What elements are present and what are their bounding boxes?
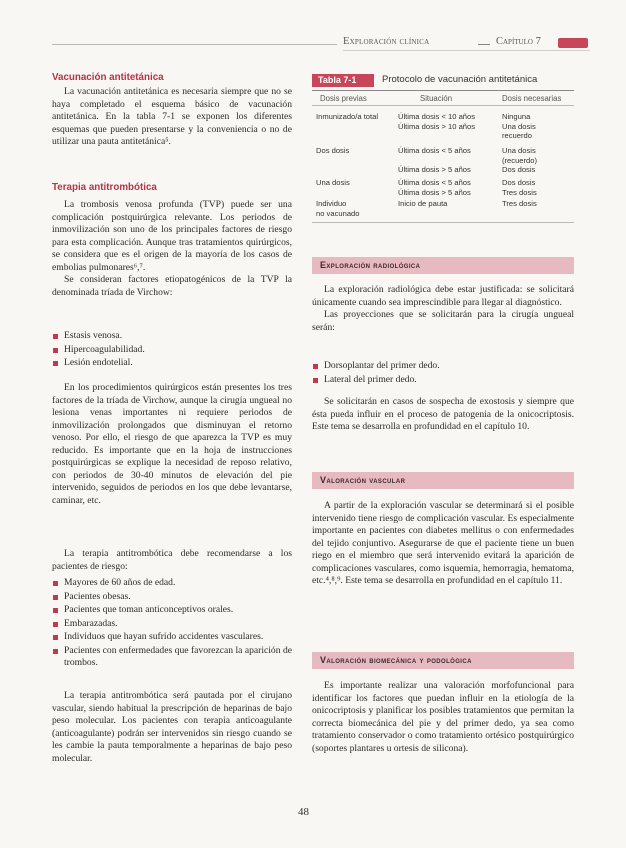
list-item: Embarazadas. (52, 618, 292, 631)
table-cell: Inicio de pauta (398, 199, 448, 208)
paragraph-vascular (312, 500, 574, 588)
header-chapter-tab (558, 38, 588, 48)
list-item: Lateral del primer dedo. (312, 374, 574, 387)
list-item: Pacientes obesas. (52, 591, 292, 604)
table-title: Protocolo de vacunación antitetánica (382, 74, 538, 85)
table-cell: Dos dosis Tres dosis (502, 178, 537, 197)
header-rule-left (52, 44, 337, 45)
table-cell: Última dosis < 5 años Última dosis > 5 años (398, 146, 471, 175)
header-separator (478, 44, 490, 45)
table-rule-head (312, 105, 574, 106)
table-cell: Tres dosis (502, 199, 537, 208)
paragraph-terapia-4 (52, 548, 292, 573)
section-bar-radiologica (312, 257, 574, 274)
table-rule-top (312, 90, 574, 91)
table-header-situacion: Situación (420, 94, 453, 103)
section-title-radiologica: Exploración radiológica (320, 260, 421, 270)
paragraph-terapia-3 (52, 382, 292, 507)
table-tag: Tabla 7-1 (312, 74, 374, 87)
text-vacunacion: La vacunación antitetánica es necesaria siempre que no se haya completado el esquema básico de vacunación antitetánica. En la tabla 7-1 se exponen los diferentes esquemas que pueden presentarse y la conveniencia o no de utilizar una pauta antitetánica⁵. (52, 86, 292, 147)
text-vascular: A partir de la exploración vascular se determinará si el posible intervenido tiene riesgo de complicación vascular. Es especialmente importante en pacientes con diabetes mellitus o con enfermedades del tejido conjuntivo. Asegurarse de que el paciente tiene un buen riego en el miembro que será intervenido evitará la aparición de complicaciones vasculares, como isquemia, hemorragia, hematoma, etc.⁴,⁸,⁹. Este tema se desarrolla en profundidad en el capítulo 11. (312, 500, 574, 586)
list-item: Dorsoplantar del primer dedo. (312, 360, 574, 373)
text-radiologica-2: Las proyecciones que se solicitarán para la cirugía ungueal serán: (312, 309, 574, 333)
paragraph-radiologica-1 (312, 284, 574, 334)
text-terapia-3: En los procedimientos quirúrgicos están presentes los tres factores de la tríada de Virchow, aunque la cirugía ungueal no lesiona venas importantes ni requiere periodos de inmovilización prolongados que disminuyan el retorno venoso. Por ello, el riesgo de que aparezca la TVP es muy reducido. Es importante que en la hoja de instrucciones postquirúrgicas se explique la necesidad de reposo relativo, con periodos de 30-40 minutos de elevación del pie intervenido, seguidos de periodos en los que debe levantarse, caminar, etc. (52, 382, 292, 506)
table-cell: Última dosis < 5 años Última dosis > 5 años (398, 178, 471, 197)
table-header-dosis-necesarias: Dosis necesarias (502, 94, 562, 103)
list-virchow (52, 330, 292, 371)
table-cell: Una dosis (recuerdo) Dos dosis (502, 146, 538, 175)
section-title-biomecanica: Valoración biomecánica y podológica (320, 655, 472, 665)
list-riesgo (52, 577, 292, 671)
text-terapia-1: La trombosis venosa profunda (TVP) puede ser una complicación postquirúrgica relevante. Los periodos de inmovilización son uno de los principales factores de riesgo para esta complicación. Aunque tras tratamientos quirúrgicos, se considera que es el origen de la mayoría de los casos de embolias pulmonares⁶,⁷. (52, 199, 292, 273)
list-item: Individuos que hayan sufrido accidentes vasculares. (52, 631, 292, 644)
list-item: Estasis venosa. (52, 330, 292, 343)
header-chapter: Capítulo 7 (496, 36, 541, 47)
paragraph-vacunacion (52, 86, 292, 149)
section-bar-biomecanica (312, 652, 574, 669)
table-header-dosis-previas: Dosis previas (320, 94, 367, 103)
section-title-terapia: Terapia antitrombótica (52, 182, 157, 193)
table-cell: Individuo no vacunado (316, 199, 360, 218)
text-radiologica-3: Se solicitarán en casos de sospecha de exostosis y siempre que ésta pueda influir en el proceso de patogenia de la onicocriptosis. Este tema se desarrolla en profundidad en el capítulo 10. (312, 396, 574, 432)
table-cell: Ninguna Una dosis recuerdo (502, 112, 536, 141)
page-number: 48 (298, 806, 309, 818)
table-cell: Última dosis < 10 años Última dosis > 10 años (398, 112, 476, 131)
paragraph-terapia-1 (52, 199, 292, 299)
list-item: Hipercoagulabilidad. (52, 344, 292, 357)
list-item: Lesión endotelial. (52, 357, 292, 370)
list-item: Mayores de 60 años de edad. (52, 577, 292, 590)
section-title-vascular: Valoración vascular (320, 475, 406, 485)
paragraph-radiologica-3 (312, 396, 574, 434)
header-rule-right (343, 50, 590, 51)
text-terapia-5: La terapia antitrombótica será pautada por el cirujano vascular, siendo habitual la prescripción de heparinas de bajo peso molecular. Los pacientes con terapia anticoagulante (anticoagulante) podrán ser intervenidos sin riesgo cuando se les cambie la pauta temporalmente a heparinas de bajo peso molecular. (52, 690, 292, 764)
table-rule-bottom (312, 222, 574, 223)
list-item: Pacientes con enfermedades que favorezcan la aparición de trombos. (52, 645, 292, 670)
text-biomecanica: Es importante realizar una valoración morfofuncional para identificar los factores que puedan influir en la etiología de la onicocriptosis y planificar los posibles tratamientos que permitan la correcta biomecánica del pie y del primer dedo, ya sea como tratamiento conservador o como tratamiento ortésico postquirúrgico (soportes plantares u ortesis de silicona). (312, 680, 574, 754)
section-title-vacunacion: Vacunación antitetánica (52, 72, 164, 83)
table-cell: Inmunizado/a total (316, 112, 379, 121)
list-item: Pacientes que toman anticonceptivos orales. (52, 604, 292, 617)
text-terapia-4: La terapia antitrombótica debe recomendarse a los pacientes de riesgo: (52, 548, 292, 572)
paragraph-biomecanica (312, 680, 574, 755)
text-radiologica-1: La exploración radiológica debe estar justificada: se solicitará únicamente cuando sea imprescindible para llegar al diagnóstico. (312, 284, 574, 308)
list-proyecciones (312, 360, 574, 387)
section-bar-vascular (312, 472, 574, 489)
text-terapia-2: Se consideran factores etiopatogénicos de la TVP la denominada tríada de Virchow: (52, 274, 292, 298)
paragraph-terapia-5 (52, 690, 292, 765)
table-cell: Dos dosis (316, 146, 350, 155)
header-section-title: Exploración clínica (343, 36, 430, 47)
table-cell: Una dosis (316, 178, 350, 187)
